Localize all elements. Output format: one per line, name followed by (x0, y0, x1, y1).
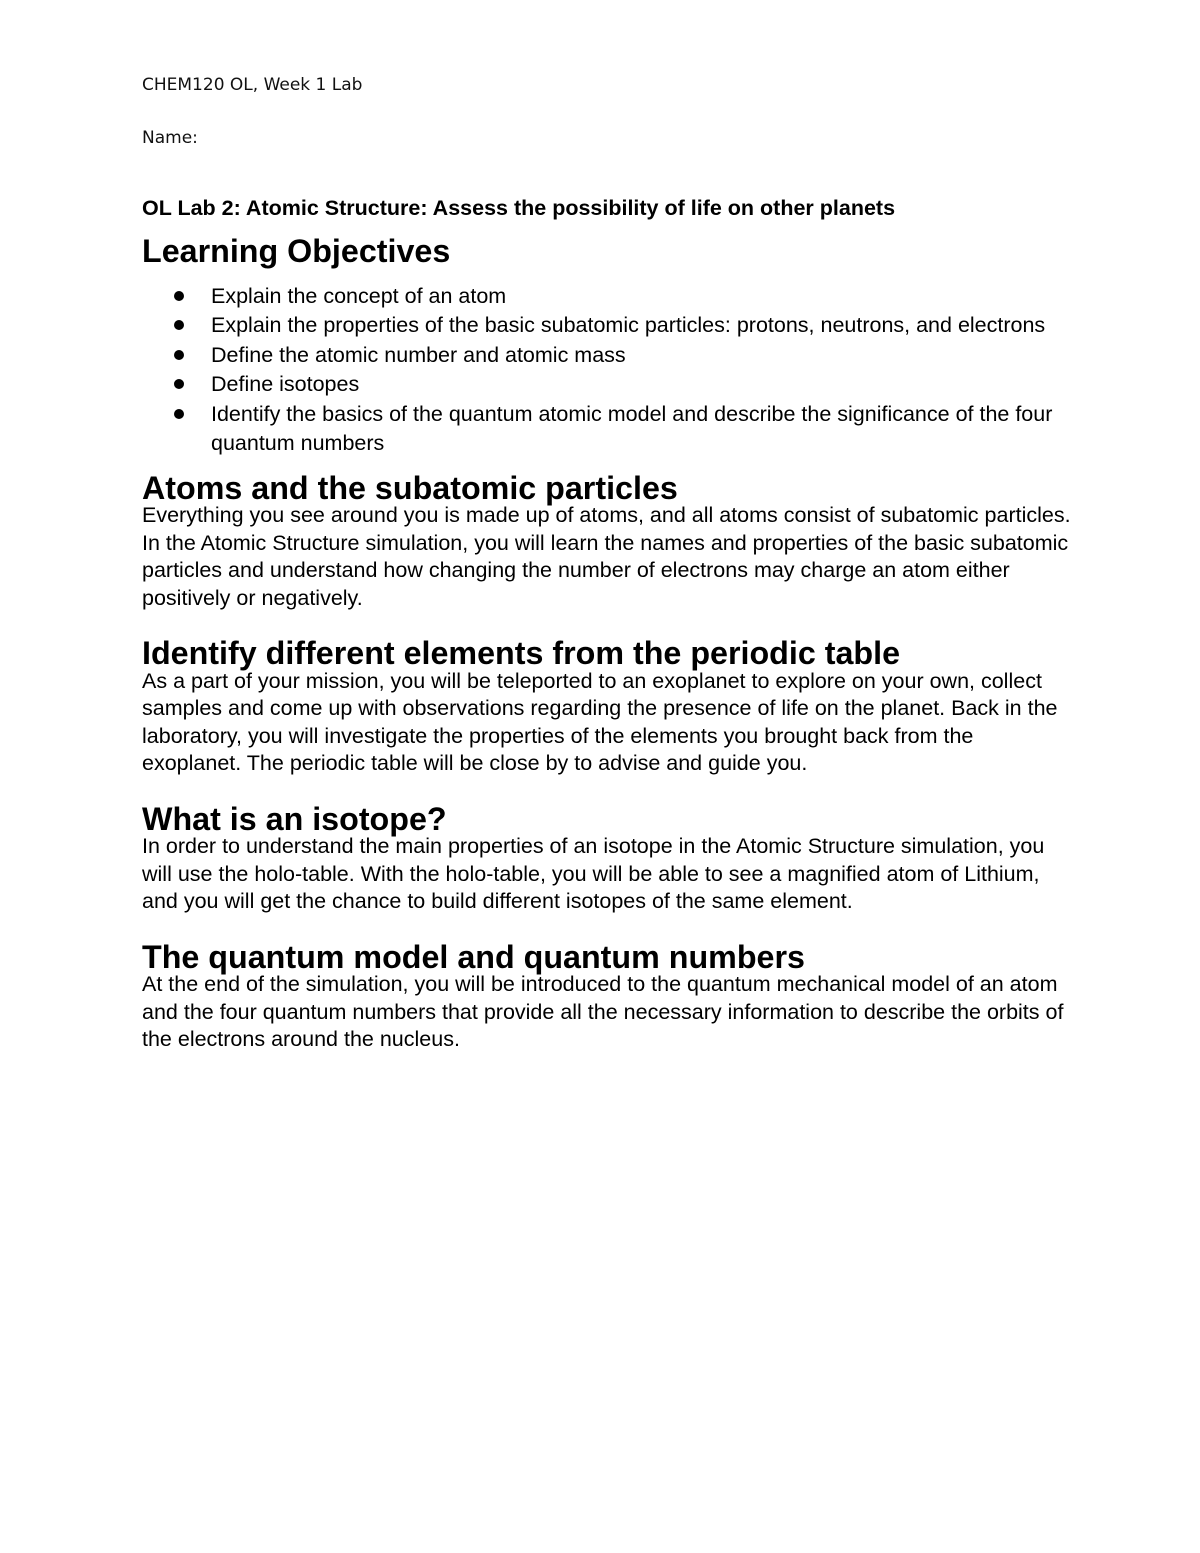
section-heading: Atoms and the subatomic particles (142, 469, 678, 506)
objective-text: Define the atomic number and atomic mass (211, 342, 626, 367)
section-heading: Identify different elements from the periodic table (142, 635, 901, 671)
learning-objectives-heading: Learning Objectives (142, 233, 451, 269)
section-heading: What is an isotope? (142, 800, 447, 837)
objective-text: Explain the concept of an atom (211, 283, 507, 308)
list-item (142, 370, 1072, 400)
course-header: CHEM120 OL, Week 1 Lab (142, 75, 363, 95)
section-body: Everything you see around you is made up of atoms, and all atoms consist of subatomic particles. In the Atomic Structure simulation, you will learn the names and properties of the basic subatomic particles and understand how changing the number of electrons may charge an atom either positively or negatively. (142, 503, 1071, 610)
list-item (142, 282, 1072, 312)
list-item (142, 400, 1072, 459)
list-item (142, 311, 1072, 341)
page-title: OL Lab 2: Atomic Structure: Assess the possibility of life on other planets (142, 196, 896, 220)
name-label: Name: (142, 128, 198, 148)
objective-text: Explain the properties of the basic subatomic particles: protons, neutrons, and electrons (211, 313, 1046, 337)
bullet-icon (174, 409, 184, 419)
section-body: As a part of your mission, you will be teleported to an exoplanet to explore on your own, collect samples and come up with observations regarding the presence of life on the planet. Back in the laboratory, you will investigate the properties of the elements you brought back from the exoplanet. The periodic table will be close by to advise and guide you. (142, 668, 1058, 775)
section-heading: The quantum model and quantum numbers (142, 938, 805, 975)
section-subatomic-particles (142, 469, 1072, 613)
list-item (142, 341, 1072, 371)
objective-text: Identify the basics of the quantum atomic model and describe the significance of the four quantum numbers (211, 401, 1053, 455)
bullet-icon (174, 379, 184, 389)
section-quantum-model (142, 938, 1072, 1054)
objectives-list (142, 282, 1072, 459)
section-body: In order to understand the main properties of an isotope in the Atomic Structure simulation, you will use the holo-table. With the holo-table, you will be able to see a magnified atom of Lithium, and you will get the chance to build different isotopes of the same element. (142, 834, 1045, 913)
bullet-icon (174, 350, 184, 360)
section-periodic-table (142, 635, 1072, 778)
section-isotope (142, 800, 1072, 916)
document-body (142, 194, 1072, 1082)
objective-text: Define isotopes (211, 372, 360, 396)
section-body: At the end of the simulation, you will be introduced to the quantum mechanical model of an atom and the four quantum numbers that provide all the necessary information to describe the orbits of the electrons around the nucleus. (142, 972, 1064, 1051)
bullet-icon (174, 320, 184, 330)
bullet-icon (174, 291, 184, 301)
